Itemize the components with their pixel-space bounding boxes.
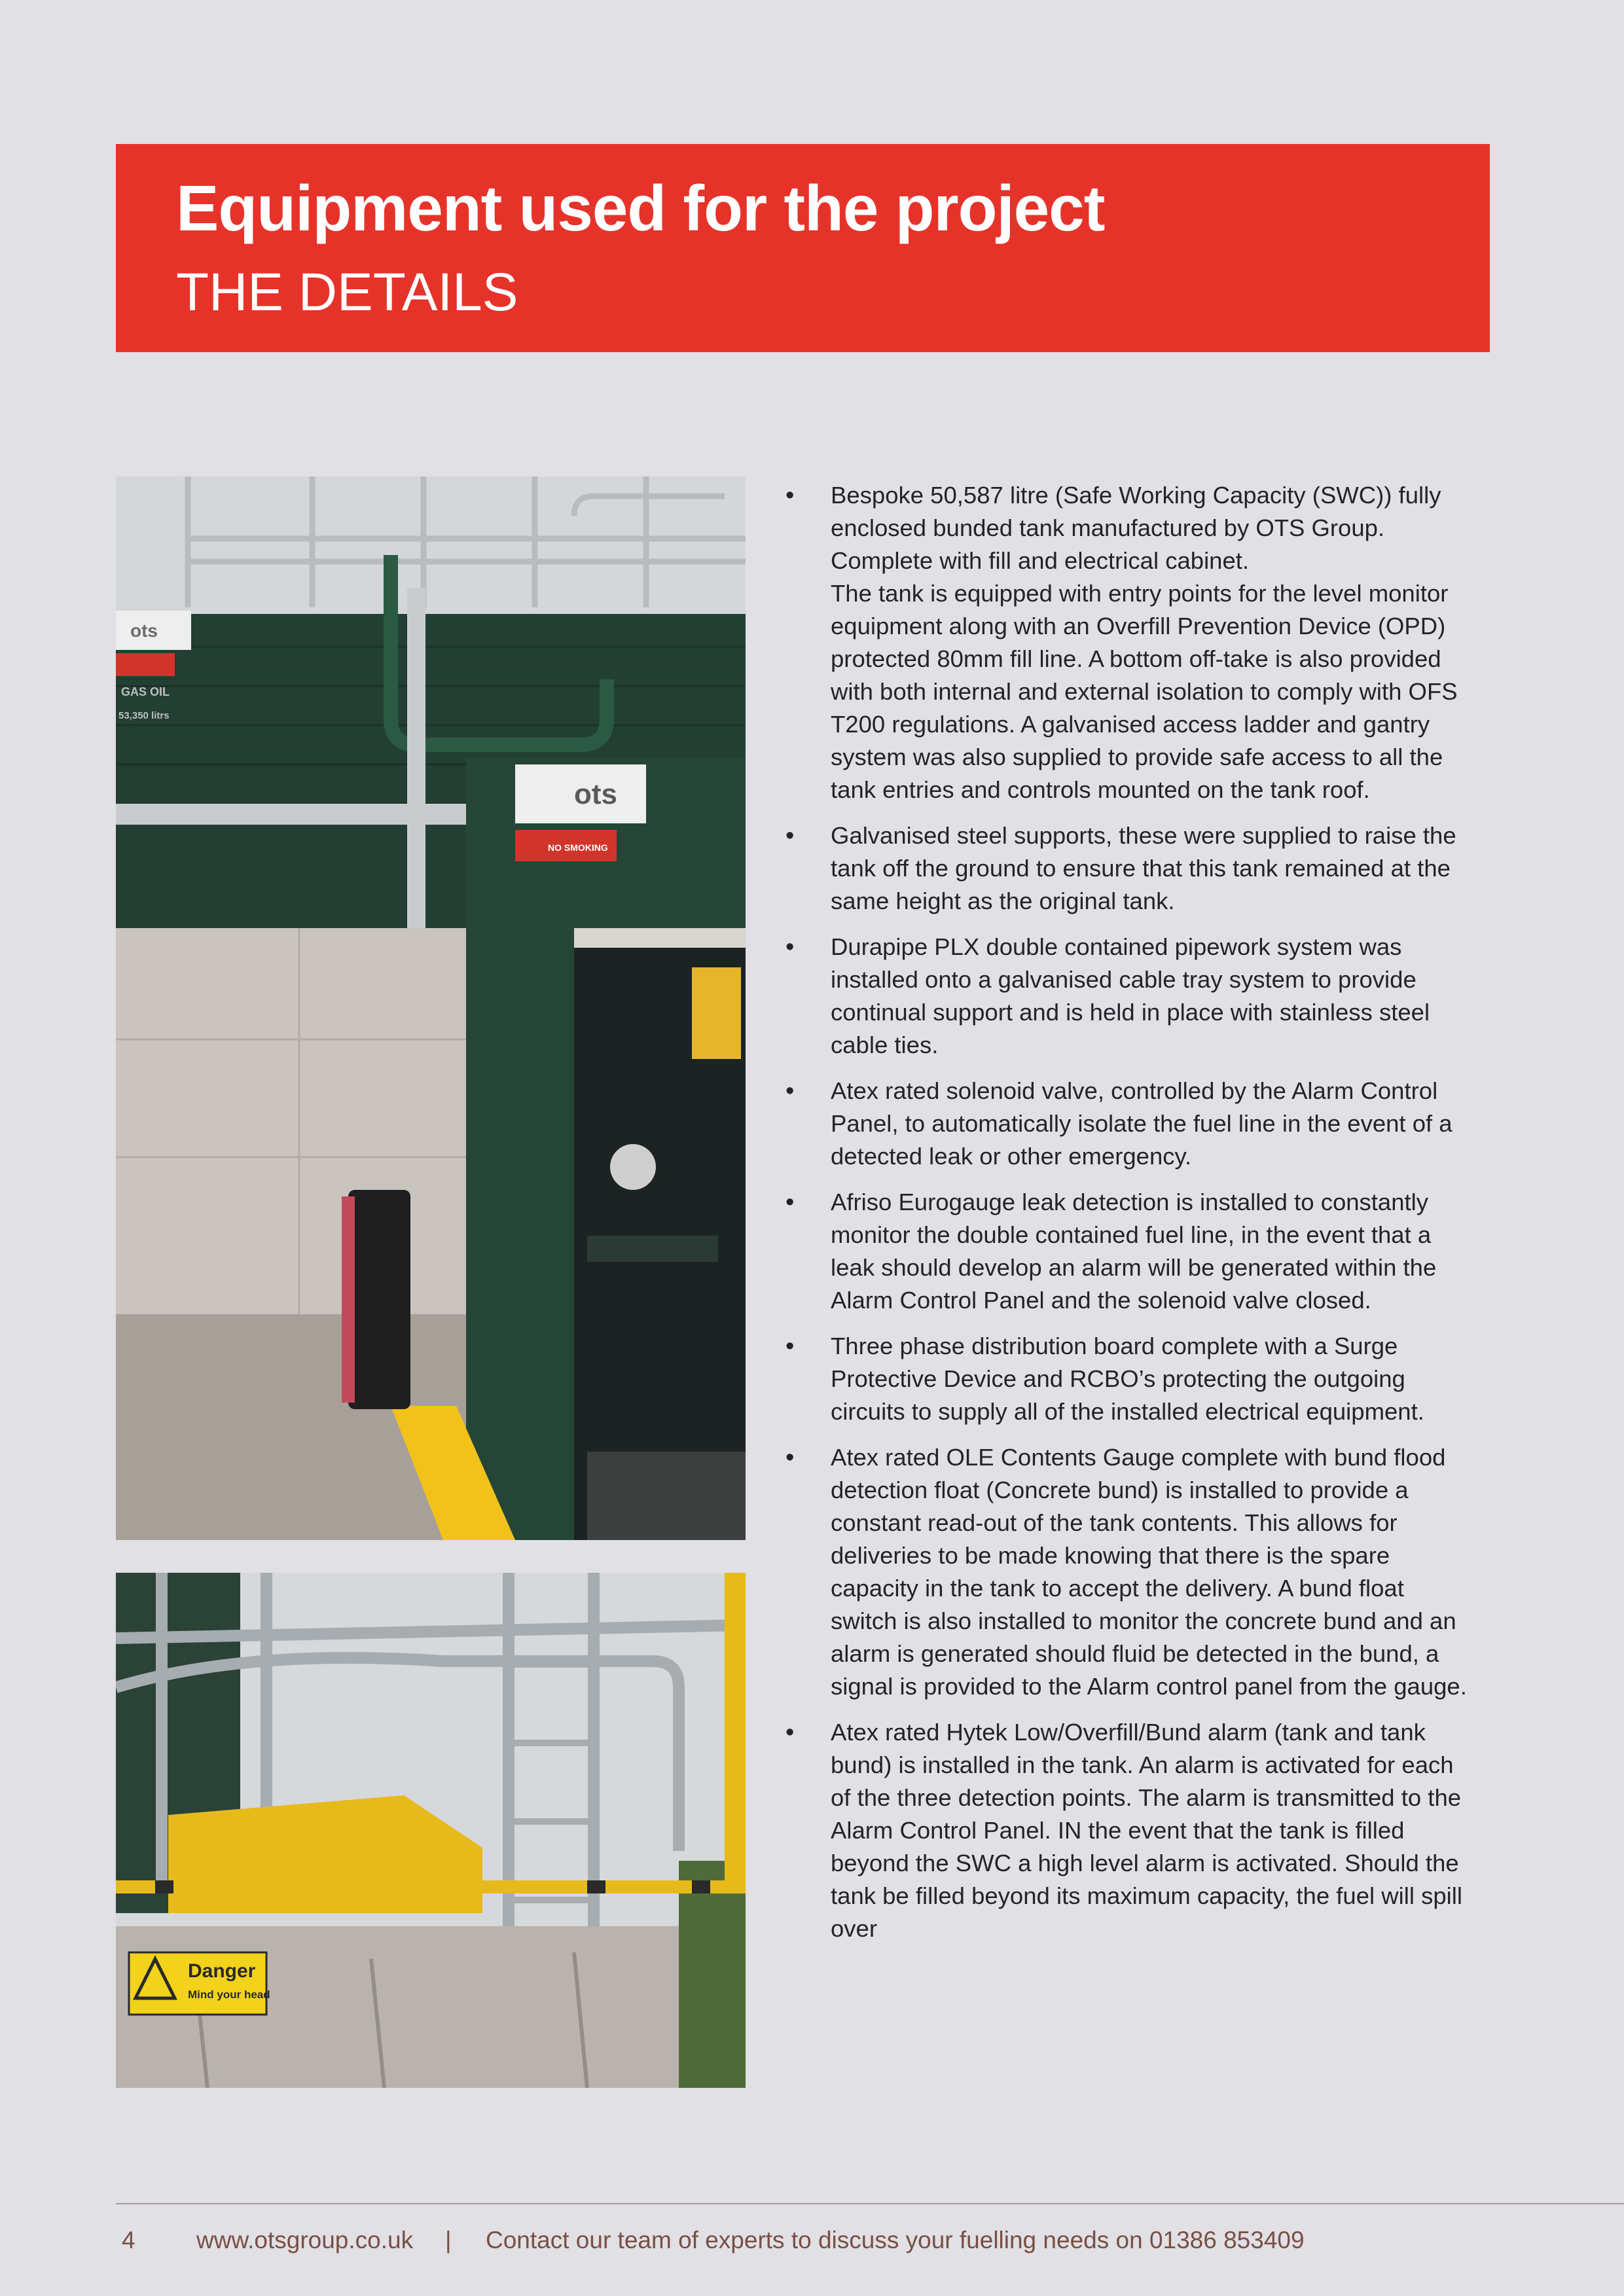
list-item — [779, 479, 1473, 806]
gantry-photo — [116, 1573, 746, 2088]
tank-photo — [116, 476, 746, 1540]
list-item — [779, 1330, 1473, 1428]
list-item-text: Afriso Eurogauge leak detection is installed to constantly monitor the double contained fuel line, in the event that a leak should develop an alarm will be generated within the Alarm Control Panel and the solenoid valve closed. — [831, 1189, 1437, 1314]
bullet-icon: • — [785, 1333, 795, 1360]
page-number: 4 — [122, 2227, 135, 2253]
ots-sign: ots — [574, 778, 617, 810]
page-subtitle: THE DETAILS — [176, 262, 518, 322]
list-item-text: Bespoke 50,587 litre (Safe Working Capacity (SWC)) fully enclosed bunded tank manufactured by OTS Group. Complete with fill and electrical cabinet. — [831, 482, 1441, 574]
list-item-text: Durapipe PLX double contained pipework system was installed onto a galvanised cable tray system to provide continual support and is held in place with stainless steel cable ties. — [831, 933, 1430, 1058]
list-item — [779, 1075, 1473, 1173]
footer-separator: | — [445, 2227, 452, 2253]
gas-oil-label: GAS OIL — [121, 685, 170, 698]
list-item — [779, 931, 1473, 1062]
bullet-icon: • — [785, 933, 795, 961]
danger-sign-text: Mind your head — [188, 1988, 270, 2001]
capacity-label: 53,350 litrs — [118, 710, 170, 721]
bullet-icon: • — [785, 482, 795, 509]
list-item-text: Galvanised steel supports, these were supplied to raise the tank off the ground to ensure that this tank remained at the same height as the original tank. — [831, 822, 1456, 914]
equipment-list — [779, 479, 1473, 1958]
list-item-text: Atex rated solenoid valve, controlled by the Alarm Control Panel, to automatically isolate the fuel line in the event of a detected leak or other emergency. — [831, 1077, 1453, 1170]
title-banner — [116, 144, 1490, 352]
bullet-icon: • — [785, 822, 795, 850]
ots-small-sign: ots — [130, 620, 158, 641]
website-link[interactable]: www.otsgroup.co.uk — [196, 2227, 414, 2253]
list-item-text: Three phase distribution board complete with a Surge Protective Device and RCBO’s protecting the outgoing circuits to supply all of the installed electrical equipment. — [831, 1333, 1424, 1425]
bullet-icon: • — [785, 1444, 795, 1471]
list-item — [779, 1186, 1473, 1317]
bullet-icon: • — [785, 1719, 795, 1746]
list-item — [779, 819, 1473, 918]
no-smoking-sign: NO SMOKING — [548, 842, 608, 853]
list-item-text: The tank is equipped with entry points for the level monitor equipment along with an Overfill Prevention Device (OPD) protected 80mm fill line. A bottom off-take is also provided with both internal and external isolation to comply with OFS T200 regulations. A galvanised access ladder and gantry system was also supplied to provide safe access to all the tank entries and controls mounted on the tank roof. — [831, 580, 1458, 803]
footer-divider — [116, 2203, 1624, 2204]
danger-sign-title: Danger — [188, 1960, 256, 1982]
list-item-text: Atex rated OLE Contents Gauge complete with bund flood detection float (Concrete bund) is installed to provide a constant read-out of the tank contents. This allows for deliveries to be made knowing that there is the spare capacity in the tank to accept the delivery. A bund float switch is also installed to monitor the concrete bund and an alarm is generated should fluid be detected in the bund, a signal is provided to the Alarm control panel from the gauge. — [831, 1444, 1467, 1700]
list-item — [779, 1441, 1473, 1703]
list-item-text: Atex rated Hytek Low/Overfill/Bund alarm (tank and tank bund) is installed in the tank. An alarm is activated for each of the three detection points. The alarm is transmitted to the Alarm Control Panel. IN the event that the tank is filled beyond the SWC a high level alarm is activated. Should the tank be filled beyond its maximum capacity, the fuel will spill over — [831, 1719, 1462, 1942]
bullet-icon: • — [785, 1189, 795, 1216]
footer — [0, 2221, 1624, 2260]
contact-text: Contact our team of experts to discuss your fuelling needs on 01386 853409 — [486, 2227, 1305, 2253]
list-item — [779, 1716, 1473, 1945]
bullet-icon: • — [785, 1077, 795, 1105]
page-title: Equipment used for the project — [176, 172, 1105, 244]
